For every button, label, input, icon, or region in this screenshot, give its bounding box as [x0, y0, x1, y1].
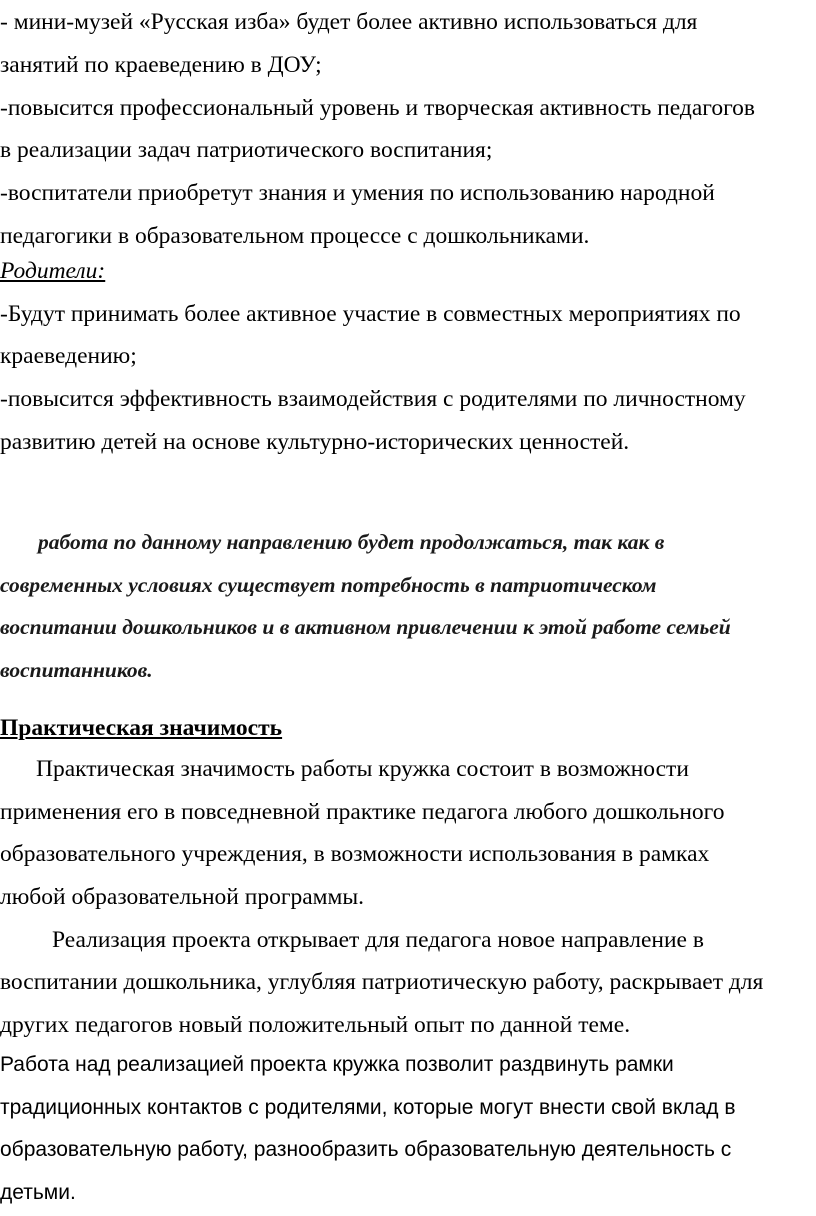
text-line: - мини-музей «Русская изба» будет более активно использоваться для	[0, 9, 698, 35]
parents-heading: Родители:	[0, 258, 106, 284]
conclusion-line: воспитанников.	[0, 658, 153, 682]
text-line: в реализации задач патриотического воспитания;	[0, 137, 493, 163]
text-line: -воспитатели приобретут знания и умения по использованию народной	[0, 180, 715, 206]
text-line: традиционных контактов с родителями, которые могут внести свой вклад в	[0, 1096, 736, 1119]
section-heading: Практическая значимость	[0, 715, 283, 741]
text-line: -повысится эффективность взаимодействия с родителями по личностному	[0, 386, 746, 412]
text-line: любой образовательной программы.	[0, 884, 365, 910]
text-line: детьми.	[0, 1181, 76, 1204]
text-line: образовательного учреждения, в возможности использования в рамках	[0, 841, 710, 867]
text-line: развитию детей на основе культурно-исторических ценностей.	[0, 429, 630, 455]
conclusion-line: воспитании дошкольников и в активном привлечении к этой работе семьей	[0, 615, 731, 639]
text-line: Практическая значимость работы кружка состоит в возможности	[36, 756, 689, 782]
text-line: занятий по краеведению в ДОУ;	[0, 52, 322, 78]
text-line: образовательную работу, разнообразить образовательную деятельность с	[0, 1138, 732, 1161]
conclusion-line: современных условиях существует потребность в патриотическом	[0, 573, 657, 597]
text-line: Реализация проекта открывает для педагога новое направление в	[52, 927, 704, 953]
text-line: применения его в повседневной практике педагога любого дошкольного	[0, 799, 725, 825]
text-line: педагогики в образовательном процессе с дошкольниками.	[0, 223, 590, 249]
text-line: воспитании дошкольника, углубляя патриотическую работу, раскрывает для	[0, 969, 764, 995]
text-line: Работа над реализацией проекта кружка позволит раздвинуть рамки	[0, 1053, 674, 1076]
text-line: -Будут принимать более активное участие в совместных мероприятиях по	[0, 301, 741, 327]
conclusion-line: работа по данному направлению будет продолжаться, так как в	[38, 530, 665, 554]
text-line: -повысится профессиональный уровень и творческая активность педагогов	[0, 95, 755, 121]
text-line: краеведению;	[0, 343, 137, 369]
text-line: других педагогов новый положительный опыт по данной теме.	[0, 1012, 631, 1038]
